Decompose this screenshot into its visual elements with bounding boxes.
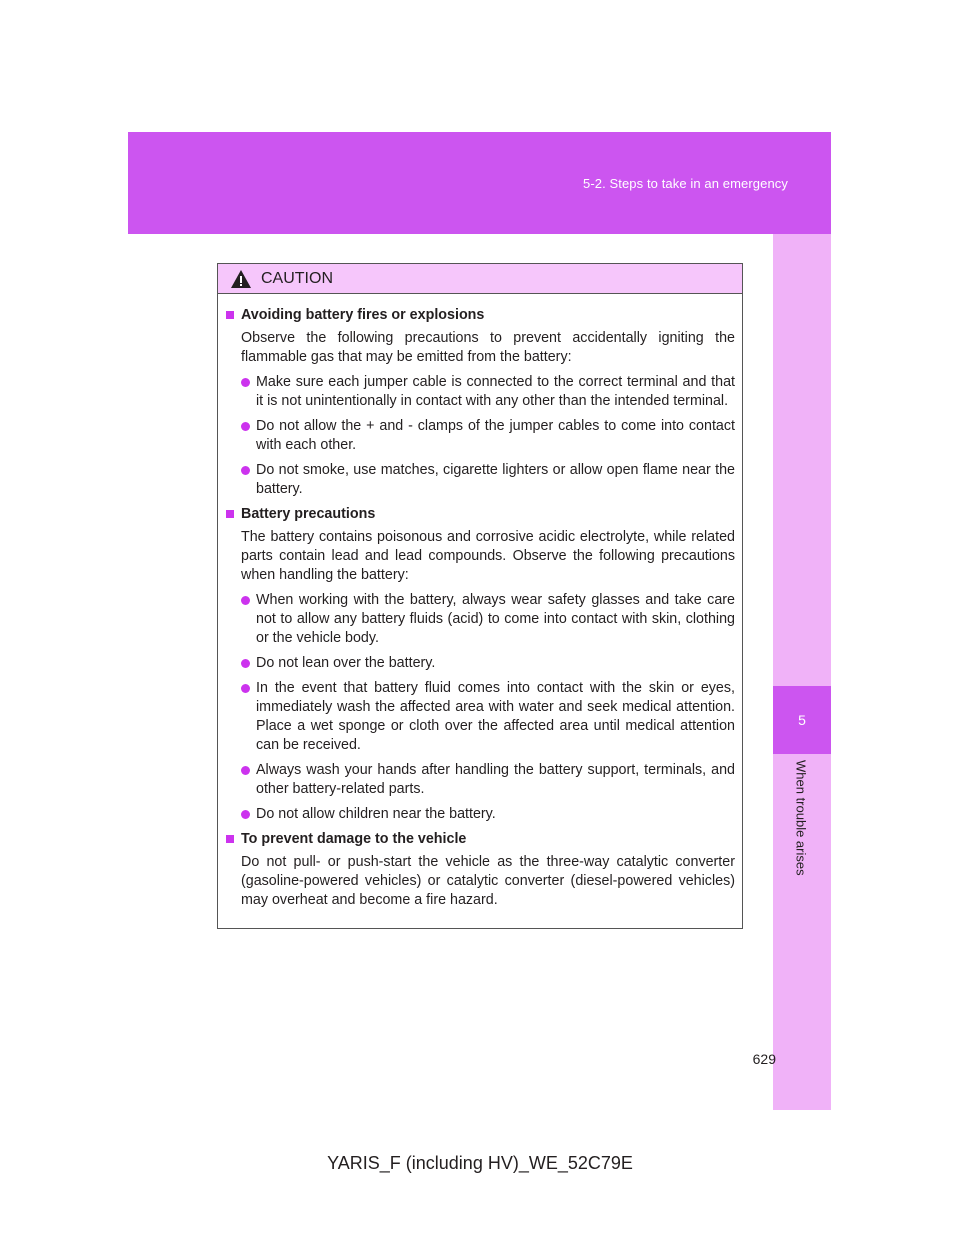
chapter-side-tab xyxy=(773,234,831,1110)
warning-icon xyxy=(230,269,252,289)
bullet-text: Make sure each jumper cable is connected to the correct terminal and that it is not unintentionally in contact with any other than the intended terminal. xyxy=(256,374,735,409)
caution-paragraph: Do not pull- or push-start the vehicle as the three-way catalytic converter (gasoline-powered vehicles) or catalytic converter (diesel-powered vehicles) may overheat and become a fire hazard. xyxy=(241,854,735,908)
chapter-title: When trouble arises xyxy=(793,760,809,876)
bullet-text: Do not allow the + and - clamps of the jumper cables to come into contact with each other. xyxy=(256,418,735,453)
caution-header xyxy=(218,264,742,294)
caution-paragraph: Observe the following precautions to prevent accidentally igniting the flammable gas that may be emitted from the battery: xyxy=(241,330,735,365)
bullet-text: Do not allow children near the battery. xyxy=(256,806,496,822)
caution-bullet-item xyxy=(241,373,735,411)
round-bullet-icon xyxy=(241,810,250,819)
square-bullet-icon xyxy=(226,510,234,518)
caution-section-title xyxy=(226,830,735,849)
section-title-text: To prevent damage to the vehicle xyxy=(241,831,467,847)
caution-bullet-item xyxy=(241,461,735,499)
bullet-text: Do not lean over the battery. xyxy=(256,655,436,671)
caution-bullet-item xyxy=(241,591,735,648)
bullet-text: In the event that battery fluid comes into contact with the skin or eyes, immediately wash the affected area with water and seek medical attention. Place a wet sponge or cloth over the affected area until medical attention can be received. xyxy=(256,680,735,753)
section-header-band xyxy=(128,132,831,234)
caution-bullet-item xyxy=(241,654,735,673)
section-title-text: Avoiding battery fires or explosions xyxy=(241,307,485,323)
bullet-text: Do not smoke, use matches, cigarette lighters or allow open flame near the battery. xyxy=(256,462,735,497)
chapter-number: 5 xyxy=(773,686,831,754)
page-number: 629 xyxy=(752,1051,776,1067)
caution-section-title xyxy=(226,505,735,524)
caution-bullet-item xyxy=(241,761,735,799)
caution-section-title xyxy=(226,306,735,325)
footer-document-code: YARIS_F (including HV)_WE_52C79E xyxy=(327,1153,633,1173)
caution-title: CAUTION xyxy=(261,269,333,287)
caution-paragraph: The battery contains poisonous and corrosive acidic electrolyte, while related parts contain lead and lead compounds. Observe the following precautions when handling the battery: xyxy=(241,529,735,583)
round-bullet-icon xyxy=(241,466,250,475)
round-bullet-icon xyxy=(241,378,250,387)
caution-body xyxy=(218,294,742,910)
round-bullet-icon xyxy=(241,596,250,605)
round-bullet-icon xyxy=(241,422,250,431)
section-title-text: Battery precautions xyxy=(241,506,376,522)
round-bullet-icon xyxy=(241,684,250,693)
section-header-title: 5-2. Steps to take in an emergency xyxy=(582,176,788,191)
caution-bullet-item xyxy=(241,417,735,455)
caution-box xyxy=(217,263,743,929)
caution-bullet-item xyxy=(241,679,735,755)
bullet-text: When working with the battery, always wear safety glasses and take care not to allow any battery fluids (acid) to come into contact with skin, clothing or the vehicle body. xyxy=(256,592,735,646)
round-bullet-icon xyxy=(241,659,250,668)
bullet-text: Always wash your hands after handling the battery support, terminals, and other battery-related parts. xyxy=(256,762,735,797)
caution-bullet-item xyxy=(241,805,735,824)
round-bullet-icon xyxy=(241,766,250,775)
square-bullet-icon xyxy=(226,835,234,843)
square-bullet-icon xyxy=(226,311,234,319)
